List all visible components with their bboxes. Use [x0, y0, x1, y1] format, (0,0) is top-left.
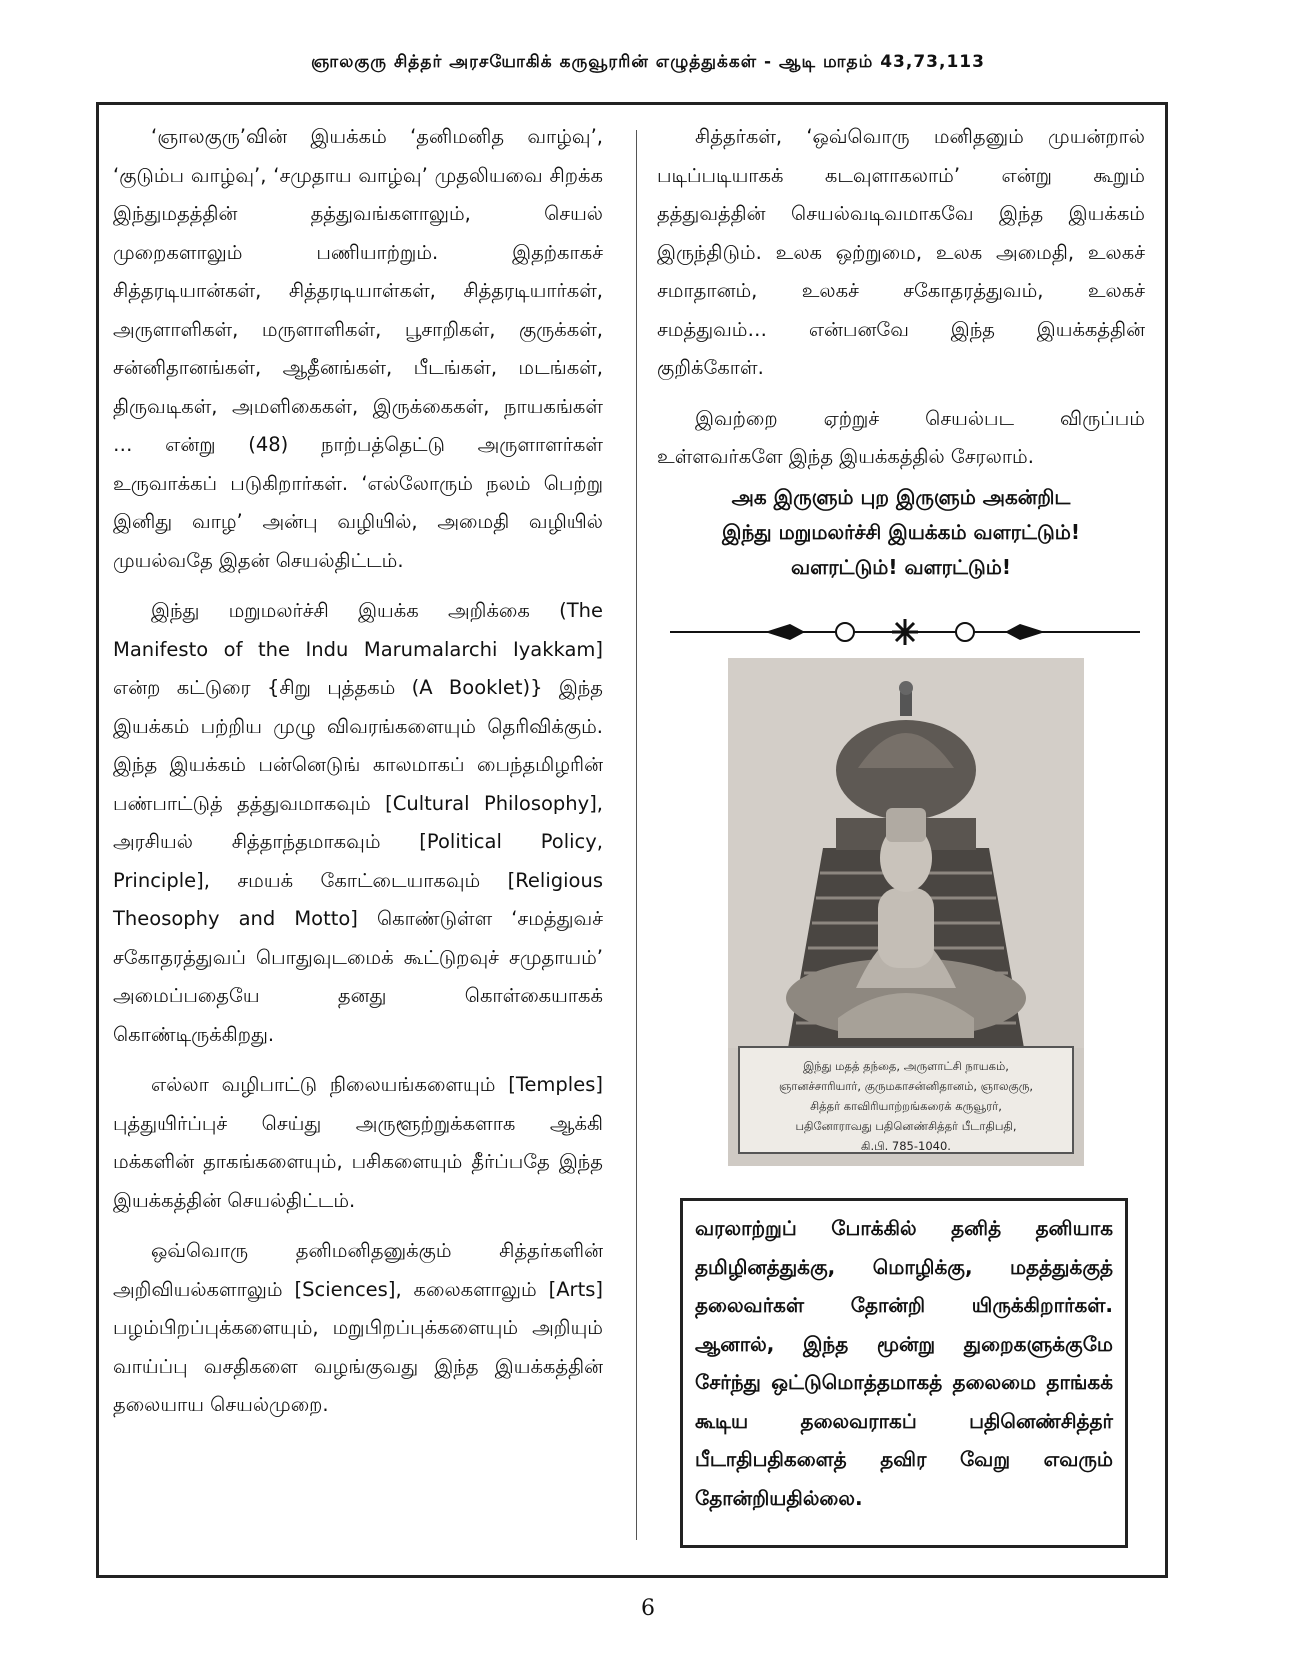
paragraph: ‘ஞாலகுரு’வின் இயக்கம் ‘தனிமனித வாழ்வு’, ‘குடும்ப வாழ்வு’, ‘சமுதாய வாழ்வு’ முதலியவை சிறக்க இந்துமதத்தின் தத்துவங்களாலும், செயல் முறைகளாலும் பணியாற்றும். இதற்காகச் சித்தரடியான்கள், சித்தரடியாள்கள், சித்தரடியார்கள், அருளாளிகள், மருளாளிகள், பூசாறிகள், குருக்கள், சன்னிதானங்கள், ஆதீனங்கள், பீடங்கள், மடங்கள், திருவடிகள், அமளிகைகள், இருக்கைகள், நாயகங்கள் … என்று (48) நாற்பத்தெட்டு அருளாளர்கள் உருவாக்கப் படுகிறார்கள். ‘எல்லோரும் நலம் பெற்று இனிது வாழ’ அன்பு வழியில், அமைதி வழியில் முயல்வதே இதன் செயல்திட்டம்.: [113, 125, 603, 572]
temple-statue-image: [728, 658, 1084, 1048]
page-header: ஞாலகுரு சித்தர் அரசயோகிக் கருவூரரின் எழுத்துக்கள் - ஆடி மாதம் 43,73,113: [311, 52, 985, 72]
column-divider: [636, 130, 637, 1540]
boxed-note: வரலாற்றுப் போக்கில் தனித் தனியாக தமிழினத்துக்கு, மொழிக்கு, மதத்துக்குத் தலைவர்கள் தோன்றி யிருக்கிறார்கள். ஆனால், இந்த மூன்று துறைகளுக்குமே சேர்ந்து ஒட்டுமொத்தமாகத் தலைமை தாங்கக் கூடிய தலைவராகப் பதினெண்சித்தர் பீடாதிபதிகளைத் தவிர வேறு எவரும் தோன்றியதில்லை.: [680, 1198, 1128, 1548]
slogan-line: இந்து மறுமலர்ச்சி இயக்கம் வளரட்டும்!: [722, 520, 1080, 544]
photo-caption: [738, 1046, 1074, 1154]
left-column: [113, 118, 603, 1437]
caption-line: ஞானச்சாரியார், குருமகாசன்னிதானம், ஞாலகுரு,: [778, 1079, 1034, 1093]
right-column: [657, 118, 1145, 489]
slogan: [657, 480, 1145, 585]
slogan-line: வளரட்டும்! வளரட்டும்!: [791, 555, 1011, 579]
temple-statue-photo: [728, 658, 1084, 1166]
paragraph: சித்தர்கள், ‘ஒவ்வொரு மனிதனும் முயன்றால் படிப்படியாகக் கடவுளாகலாம்’ என்று கூறும் தத்துவத்தின் செயல்வடிவமாகவே இந்த இயக்கம் இருந்திடும். உலக ஒற்றுமை, உலக அமைதி, உலகச் சமாதானம், உலகச் சகோதரத்துவம், உலகச் சமத்துவம்… என்பனவே இந்த இயக்கத்தின் குறிக்கோள்.: [657, 125, 1145, 379]
caption-line: பதினோராவது பதினெண்சித்தர் பீடாதிபதி,: [795, 1119, 1017, 1133]
paragraph: ஒவ்வொரு தனிமனிதனுக்கும் சித்தர்களின் அறிவியல்களாலும் [Sciences], கலைகளாலும் [Arts] பழம்பிறப்புக்களையும், மறுபிறப்புக்களையும் அறியும் வாய்ப்பு வசதிகளை வழங்குவது இந்த இயக்கத்தின் தலையாய செயல்முறை.: [113, 1239, 603, 1416]
ornament-divider: [670, 612, 1140, 652]
paragraph: இவற்றை ஏற்றுச் செயல்பட விருப்பம் உள்ளவர்களே இந்த இயக்கத்தில் சேரலாம்.: [657, 406, 1145, 468]
page-number: 6: [641, 1596, 655, 1621]
paragraph: எல்லா வழிபாட்டு நிலையங்களையும் [Temples] புத்துயிர்ப்புச் செய்து அருளூற்றுக்களாக ஆக்கி மக்களின் தாகங்களையும், பசிகளையும் தீர்ப்பதே இந்த இயக்கத்தின் செயல்திட்டம்.: [113, 1073, 603, 1212]
slogan-line: அக இருளும் புற இருளும் அகன்றிட: [731, 485, 1071, 509]
caption-line: கி.பி. 785-1040.: [861, 1139, 951, 1153]
caption-line: சித்தர் காவிரியாற்றங்கரைக் கருவூரர்,: [810, 1099, 1002, 1113]
paragraph: இந்து மறுமலர்ச்சி இயக்க அறிக்கை (The Manifesto of the Indu Marumalarchi Iyakkam] என்ற கட்டுரை {சிறு புத்தகம் (A Booklet)} இந்த இயக்கம் பற்றிய முழு விவரங்களையும் தெரிவிக்கும். இந்த இயக்கம் பன்னெடுங் காலமாகப் பைந்தமிழரின் பண்பாட்டுத் தத்துவமாகவும் [Cultural Philosophy], அரசியல் சித்தாந்தமாகவும் [Political Policy, Principle], சமயக் கோட்டையாகவும் [Religious Theosophy and Motto] கொண்டுள்ள ‘சமத்துவச் சகோதரத்துவப் பொதுவுடமைக் கூட்டுறவுச் சமுதாயம்’ அமைப்பதையே தனது கொள்கையாகக் கொண்டிருக்கிறது.: [113, 599, 603, 1046]
caption-line: இந்து மதத் தந்தை, அருளாட்சி நாயகம்,: [803, 1059, 1009, 1073]
